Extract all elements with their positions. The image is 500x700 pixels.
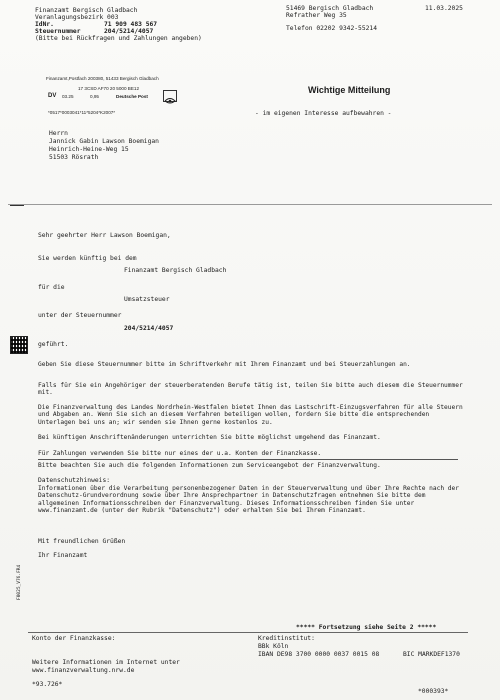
sender-address-line1: 51469 Bergisch Gladbach (286, 5, 374, 12)
postal-dv: DV (48, 93, 57, 99)
paragraph-tax-number: Geben Sie diese Steuernummer bitte im Schriftverkehr mit Ihrem Finanzamt und bei Steuerzahlungen an. (38, 361, 411, 368)
postal-barcode-text: *0517*0003041*11*5204*K2007* (48, 110, 116, 115)
page-subtitle: - im eigenen Interesse aufbewahren - (255, 110, 392, 117)
side-form-code: F0025_V76.FR4 (17, 564, 22, 600)
iban: IBAN DE98 3700 0000 0037 0015 08 (258, 651, 380, 658)
idnr-value: 71 909 483 567 (104, 21, 158, 28)
privacy-heading: Datenschutzhinweis: (38, 477, 111, 484)
sender-note: (Bitte bei Rückfragen und Zahlungen angeben) (35, 35, 202, 42)
page-title: Wichtige Mitteilung (308, 85, 391, 95)
tax-number-label: Steuernummer (35, 28, 81, 35)
page-code-left: *93.726* (32, 681, 63, 688)
paragraph-direct-debit: Die Finanzverwaltung des Landes Nordrhein-Westfalen bietet Ihnen das Lastschrift-Einzugsverfahren für alle Steuern und Abgaben an. Wenn Sie sich an diesem Verfahren beteiligen wollen, fordern Sie bitte die entsprechenden Unterlagen bei uns an; wir senden sie Ihnen gerne kostenlos zu. (38, 404, 463, 426)
letter-date: 11.03.2025 (425, 5, 463, 12)
sender-phone: Telefon 02202 9342-55214 (286, 25, 377, 32)
page-code-right: *000393* (418, 688, 449, 695)
perforation-line (38, 459, 458, 460)
bank-label: Kreditinstitut: (258, 635, 315, 642)
intro-line: Sie werden künftig bei dem (38, 255, 137, 262)
account-label: Konto der Finanzkasse: (32, 635, 116, 642)
postal-code-line: 17 3CSD AF70 20 5000 BE12 (78, 86, 140, 91)
paragraph-privacy: Informationen über die Verarbeitung personenbezogener Daten in der Steuerverwaltung und über Ihre Rechte nach der Datenschutz-Grundverordnung sowie über Ihre Ansprechpartner in Datenschutzfragen entnehmen Sie bitte dem allgemeinen Informationsschreiben der Finanzverwaltung. Dieses Informationsschreiben finden Sie unter www.finanzamt.de (unter der Rubrik "Datenschutz") oder erhalten Sie bei Ihrem Finanzamt. (38, 485, 459, 515)
deutsche-post-logo (163, 90, 177, 102)
postal-dv-date: 03.25 (62, 94, 74, 99)
footer-divider (28, 632, 468, 633)
recipient-name: Jannick Gabin Lawson Boemigan (49, 138, 159, 145)
fold-mark (10, 205, 24, 206)
led-text: geführt. (38, 341, 69, 348)
qr-code (10, 336, 28, 354)
body-tax-number: 204/5214/4057 (124, 325, 174, 332)
tax-number-value: 204/5214/4057 (104, 28, 154, 35)
office-name: Finanzamt Bergisch Gladbach (124, 267, 227, 274)
sender-address-line2: Refrather Weg 35 (286, 12, 347, 19)
tax-type: Umsatzsteuer (124, 296, 170, 303)
paragraph-payments: Für Zahlungen verwenden Sie bitte nur eines der u.a. Konten der Finanzkasse. (38, 450, 322, 457)
paragraph-tax-advisor: Falls für Sie ein Angehöriger der steuerberatenden Berufe tätig ist, teilen Sie bitte auch diesem die Steuernummer mit. (38, 382, 463, 397)
continuation-note: ***** Fortsetzung siehe Seite 2 ***** (296, 624, 437, 631)
idnr-label: IdNr. (35, 21, 54, 28)
paragraph-address-change: Bei künftigen Anschriftenänderungen unterrichten Sie bitte möglichst umgehend das Finanzamt. (38, 434, 381, 441)
recipient-salutation: Herrn (49, 130, 68, 137)
postal-return-line: Finanzamt,Postfach 200380, 51433 Bergisch Gladbach (46, 76, 159, 81)
recipient-street: Heinrich-Heine-Weg 15 (49, 146, 129, 153)
paragraph-service: Bitte beachten Sie auch die folgenden Informationen zum Serviceangebot der Finanzverwaltung. (38, 462, 381, 469)
post-horn-icon (164, 96, 176, 106)
postal-carrier: Deutsche Post (116, 94, 148, 99)
recipient-city: 51503 Rösrath (49, 154, 99, 161)
fold-divider (8, 204, 492, 205)
greeting: Sehr geehrter Herr Lawson Boemigan, (38, 232, 171, 239)
under-label: unter der Steuernummer (38, 312, 122, 319)
web-info-line2: www.finanzverwaltung.nrw.de (32, 667, 135, 674)
for-label: für die (38, 284, 65, 291)
signature: Ihr Finanzamt (38, 552, 88, 559)
bic: BIC MARKDEF1370 (403, 651, 460, 658)
bank-name: BBk Köln (258, 643, 289, 650)
web-info-line1: Weitere Informationen im Internet unter (32, 659, 180, 666)
closing: Mit freundlichen Grüßen (38, 538, 126, 545)
sender-district: Veranlagungsbezirk 003 (35, 14, 119, 21)
sender-office: Finanzamt Bergisch Gladbach (35, 7, 138, 14)
postal-price: 0,95 (90, 94, 99, 99)
